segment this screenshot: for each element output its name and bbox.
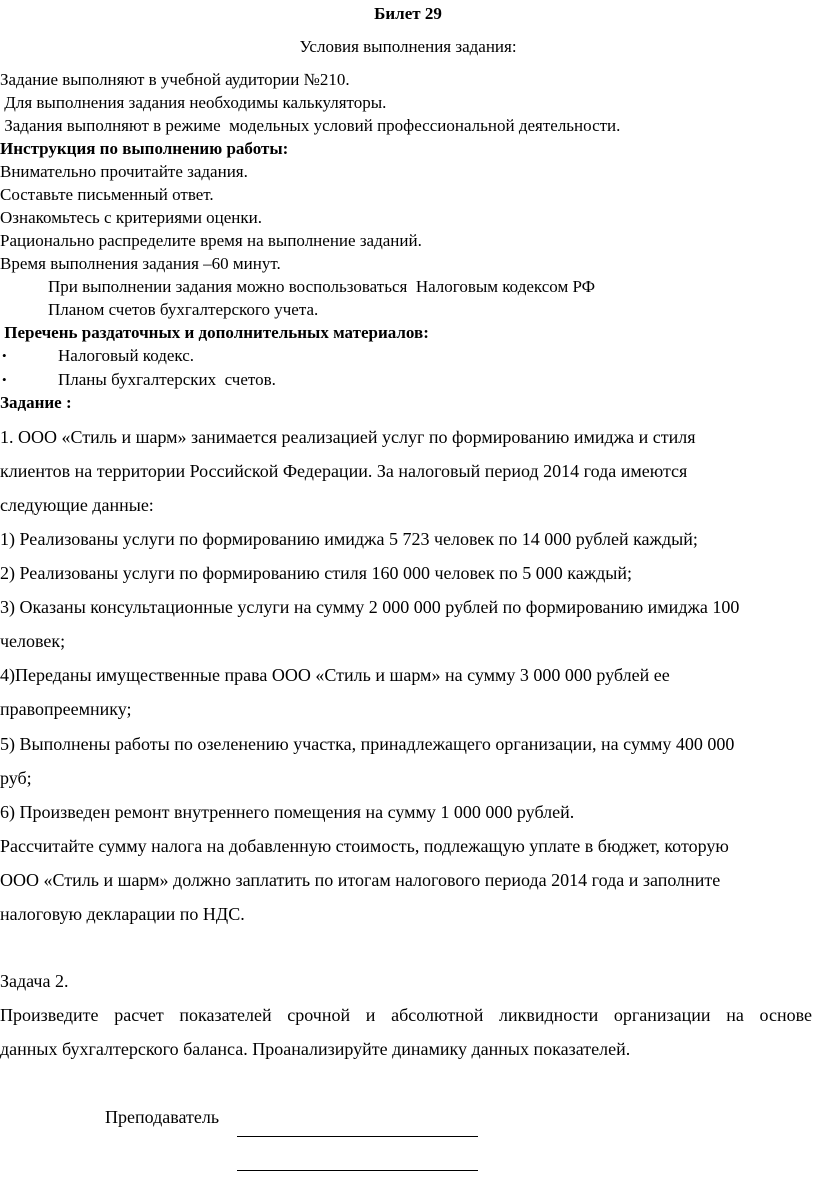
task-line: 1. ООО «Стиль и шарм» занимается реализацией услуг по формированию имиджа и стиля bbox=[0, 427, 696, 447]
task-line: 6) Произведен ремонт внутреннего помещения на сумму 1 000 000 рублей. bbox=[0, 802, 575, 822]
task-line: человек; bbox=[0, 631, 66, 651]
instruction-note: При выполнении задания можно воспользоваться Налоговым кодексом РФ bbox=[48, 277, 596, 296]
task-line: 1) Реализованы услуги по формированию имиджа 5 723 человек по 14 000 рублей каждый; bbox=[0, 529, 698, 549]
condition-line: Задания выполняют в режиме модельных условий профессиональной деятельности. bbox=[0, 116, 621, 135]
bullet-icon: • bbox=[2, 348, 7, 363]
task2-line: Произведите расчет показателей срочной и абсолютной ликвидности организации на основе bbox=[0, 1005, 812, 1025]
task2-heading: Задача 2. bbox=[0, 971, 69, 991]
condition-line: Для выполнения задания необходимы калькуляторы. bbox=[0, 93, 387, 112]
task-line: 2) Реализованы услуги по формированию стиля 160 000 человек по 5 000 каждый; bbox=[0, 563, 633, 583]
materials-heading: Перечень раздаточных и дополнительных материалов: bbox=[0, 323, 429, 342]
task-line: 4)Переданы имущественные права ООО «Стиль и шарм» на сумму 3 000 000 рублей ее bbox=[0, 665, 670, 685]
materials-item-label: Планы бухгалтерских счетов. bbox=[58, 370, 276, 389]
task-line: клиентов на территории Российской Федерации. За налоговый период 2014 года имеются bbox=[0, 461, 688, 481]
instruction-item: Внимательно прочитайте задания. bbox=[0, 162, 248, 181]
signature-line bbox=[237, 1170, 478, 1171]
task-line: Рассчитайте сумму налога на добавленную стоимость, подлежащую уплате в бюджет, которую bbox=[0, 836, 729, 856]
bullet-icon: • bbox=[2, 372, 7, 387]
signature-line bbox=[237, 1136, 478, 1137]
teacher-label: Преподаватель bbox=[105, 1107, 220, 1127]
condition-line: Задание выполняют в учебной аудитории №210. bbox=[0, 70, 350, 89]
ticket-title: Билет 29 bbox=[374, 4, 442, 23]
instruction-item: Ознакомьтесь с критериями оценки. bbox=[0, 208, 263, 227]
instruction-item: Составьте письменный ответ. bbox=[0, 185, 214, 204]
task-heading: Задание : bbox=[0, 393, 72, 412]
conditions-heading: Условия выполнения задания: bbox=[299, 37, 517, 56]
task-line: следующие данные: bbox=[0, 495, 154, 515]
materials-item-label: Налоговый кодекс. bbox=[58, 346, 195, 365]
instructions-heading: Инструкция по выполнению работы: bbox=[0, 139, 289, 158]
instruction-item: Рационально распределите время на выполнение заданий. bbox=[0, 231, 422, 250]
task2-line: данных бухгалтерского баланса. Проанализируйте динамику данных показателей. bbox=[0, 1039, 631, 1059]
task-line: 3) Оказаны консультационные услуги на сумму 2 000 000 рублей по формированию имиджа 100 bbox=[0, 597, 740, 617]
instruction-item: Время выполнения задания –60 минут. bbox=[0, 254, 281, 273]
task-line: руб; bbox=[0, 768, 32, 788]
task-line: ООО «Стиль и шарм» должно заплатить по итогам налогового периода 2014 года и заполните bbox=[0, 870, 721, 890]
task-line: правопреемнику; bbox=[0, 699, 132, 719]
task-line: 5) Выполнены работы по озеленению участка, принадлежащего организации, на сумму 400 000 bbox=[0, 734, 735, 754]
task-line: налоговую декларации по НДС. bbox=[0, 904, 245, 924]
instruction-note: Планом счетов бухгалтерского учета. bbox=[48, 300, 319, 319]
